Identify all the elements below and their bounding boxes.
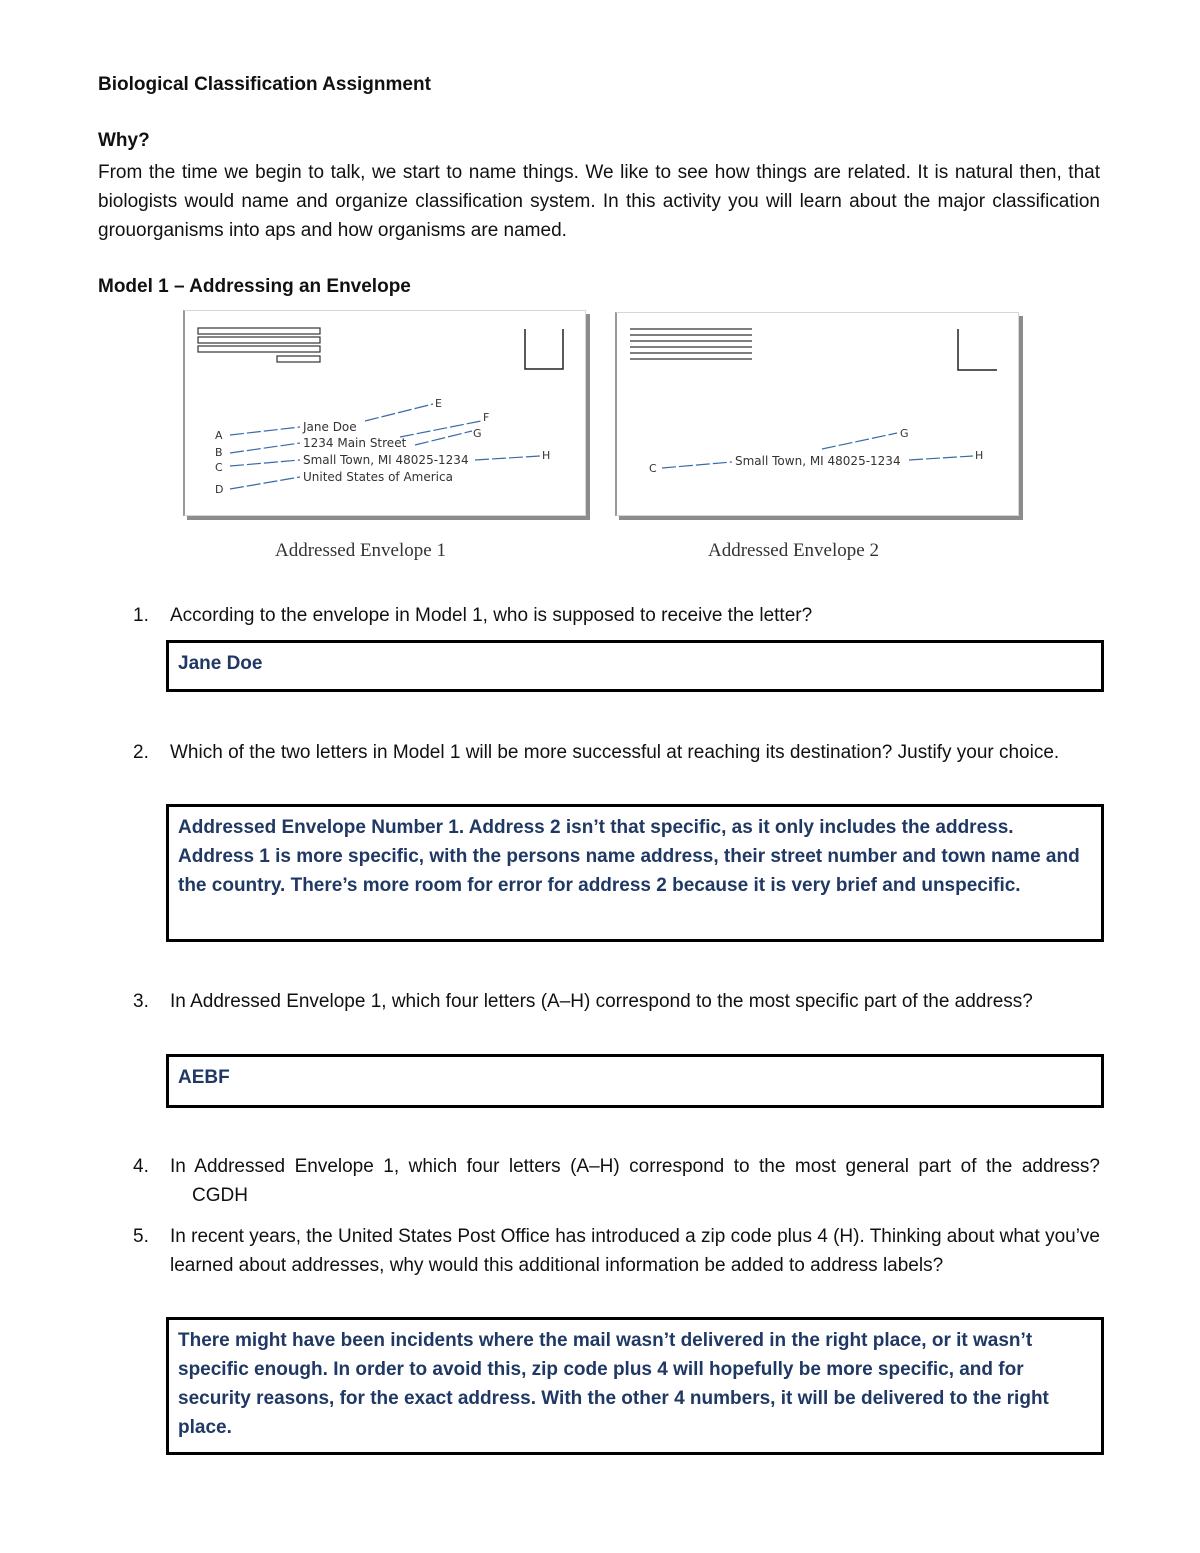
address-line-city: Small Town, MI 48025-1234	[735, 454, 901, 468]
question-5	[133, 1222, 1100, 1280]
why-heading: Why?	[98, 130, 150, 151]
label-e: E	[435, 397, 442, 410]
envelope-1	[183, 310, 586, 516]
question-3	[133, 987, 1100, 1016]
label-f: F	[483, 411, 490, 424]
answer-box-5[interactable]: There might have been incidents where the mail wasn’t delivered in the right place, or it wasn’t specific enough. In order to avoid this, zip code plus 4 will hopefully be more specific, and for security reasons, for the exact address. With the other 4 numbers, it will be delivered to the right place.	[166, 1317, 1104, 1455]
question-text: According to the envelope in Model 1, who is supposed to receive the letter?	[170, 605, 813, 626]
stamp-icon	[525, 329, 563, 369]
question-number: 1.	[133, 605, 149, 626]
label-c: C	[215, 461, 223, 474]
question-number: 5.	[133, 1226, 149, 1247]
label-h: H	[542, 449, 551, 462]
label-a: A	[215, 429, 223, 442]
question-text: Which of the two letters in Model 1 will be more successful at reaching its destination? Justify your choice.	[170, 742, 1060, 763]
return-address-icon	[630, 329, 752, 359]
envelope-2-caption: Addressed Envelope 2	[708, 540, 879, 561]
question-4	[133, 1152, 1100, 1210]
stamp-icon	[958, 329, 997, 370]
inline-answer-4[interactable]: CGDH	[192, 1185, 248, 1206]
question-text: In Addressed Envelope 1, which four letters (A–H) correspond to the most general part of the address?	[170, 1156, 1100, 1177]
label-c: C	[649, 462, 657, 475]
question-text: In recent years, the United States Post Office has introduced a zip code plus 4 (H). Thinking about what you’ve learned about addresses, why would this additional information be added to address labels?	[170, 1226, 1100, 1276]
answer-box-3[interactable]: AEBF	[166, 1054, 1104, 1108]
question-number: 2.	[133, 742, 149, 763]
envelope-1-caption: Addressed Envelope 1	[275, 540, 446, 561]
envelope-2-drawing	[617, 313, 1018, 515]
why-paragraph: From the time we begin to talk, we start to name things. We like to see how things are related. It is natural then, that biologists would name and organize classification system. In this activity you will learn about the major classification grouorganisms into aps and how organisms are named.	[98, 162, 1100, 241]
question-text: In Addressed Envelope 1, which four letters (A–H) correspond to the most specific part of the address?	[170, 991, 1033, 1012]
question-number: 4.	[133, 1156, 149, 1177]
answer-box-2[interactable]: Addressed Envelope Number 1. Address 2 isn’t that specific, as it only includes the address. Address 1 is more specific, with the persons name address, their street number and town name and the country. There’s more room for error for address 2 because it is very brief and unspecific.	[166, 804, 1104, 942]
address-line-country: United States of America	[303, 470, 453, 484]
question-1	[133, 601, 1100, 630]
question-number: 3.	[133, 991, 149, 1012]
label-g: G	[473, 427, 482, 440]
label-d: D	[215, 483, 224, 496]
label-g: G	[900, 427, 909, 440]
address-line-city: Small Town, MI 48025-1234	[303, 453, 469, 467]
envelope-1-drawing	[185, 311, 585, 515]
question-2	[133, 738, 1100, 767]
address-line-name: Jane Doe	[303, 420, 357, 434]
label-h: H	[975, 449, 984, 462]
return-address-icon	[198, 328, 320, 362]
envelope-2	[615, 312, 1019, 516]
answer-box-1[interactable]: Jane Doe	[166, 640, 1104, 692]
model-heading: Model 1 – Addressing an Envelope	[98, 276, 411, 297]
label-b: B	[215, 446, 223, 459]
page-title: Biological Classification Assignment	[98, 74, 431, 95]
address-line-street: 1234 Main Street	[303, 436, 407, 450]
